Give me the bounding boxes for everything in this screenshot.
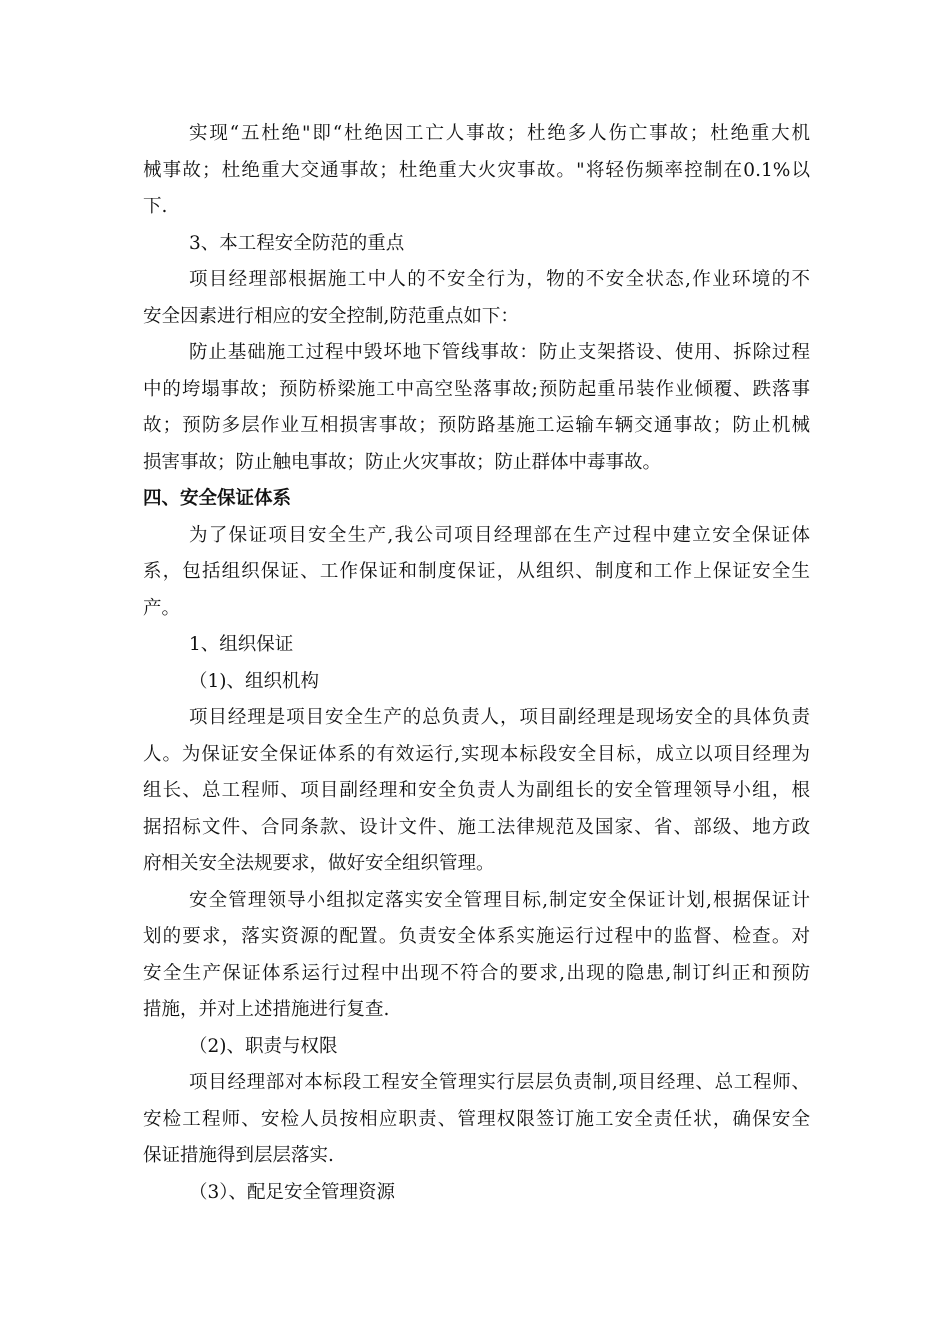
text-line: 人。为保证安全保证体系的有效运行,实现本标段安全目标，成立以项目经理为: [143, 743, 810, 765]
text-line: 实现“五杜绝"即“杜绝因工亡人事故；杜绝多人伤亡事故；杜绝重大机: [189, 123, 810, 144]
paragraph-leadership-group: [143, 883, 810, 1029]
text-line: 为了保证项目安全生产,我公司项目经理部在生产过程中建立安全保证体: [189, 524, 810, 546]
text-line: 械事故；杜绝重大交通事故；杜绝重大火灾事故。"将轻伤频率控制在0.1%以: [143, 159, 810, 181]
text-line: 安全生产保证体系运行过程中出现不符合的要求,出现的隐患,制订纠正和预防: [143, 962, 810, 984]
paragraph-safety-control: [143, 262, 810, 335]
paragraph-five-eliminations: [143, 116, 810, 226]
subheading-duties-authority: （2)、职责与权限: [189, 1035, 338, 1057]
text-line: 保证措施得到层层落实.: [143, 1145, 334, 1166]
text-line: 项目经理部根据施工中人的不安全行为，物的不安全状态,作业环境的不: [189, 269, 810, 290]
text-line: 划的要求，落实资源的配置。负责安全体系实施运行过程中的监督、检查。对: [143, 926, 810, 947]
paragraph-prevention-points: [143, 335, 810, 481]
subheading-org-structure: （1)、组织机构: [189, 670, 319, 692]
paragraph-project-manager: [143, 700, 810, 883]
text-line: 安全因素进行相应的安全控制,防范重点如下：: [143, 305, 519, 327]
section-heading-safety-system: 四、安全保证体系: [143, 488, 292, 509]
text-line: 安检工程师、安检人员按相应职责、管理权限签订施工安全责任状，确保安全: [143, 1108, 810, 1130]
text-line: 中的垮塌事故；预防桥梁施工中高空坠落事故;预防起重吊装作业倾覆、跌落事: [143, 378, 810, 400]
text-line: 故；预防多层作业互相损害事故；预防路基施工运输车辆交通事故；防止机械: [143, 415, 810, 436]
text-line: 措施，并对上述措施进行复查.: [143, 999, 390, 1020]
subheading-safety-focus: 3、本工程安全防范的重点: [189, 232, 405, 254]
subheading-management-resources: （3）、配足安全管理资源: [189, 1181, 396, 1203]
paragraph-responsibility-system: [143, 1065, 810, 1175]
text-line: 下.: [143, 196, 168, 217]
text-line: 防止基础施工过程中毁坏地下管线事故：防止支架搭设、使用、拆除过程: [189, 342, 810, 363]
subheading-org-guarantee: 1、组织保证: [189, 634, 294, 655]
text-line: 项目经理是项目安全生产的总负责人，项目副经理是现场安全的具体负责: [189, 707, 810, 728]
text-line: 系，包括组织保证、工作保证和制度保证，从组织、制度和工作上保证安全生: [143, 561, 810, 582]
paragraph-safety-system-intro: [143, 518, 810, 628]
document-body: [143, 116, 810, 1211]
text-line: 损害事故；防止触电事故；防止火灾事故；防止群体中毒事故。: [143, 451, 662, 473]
text-line: 项目经理部对本标段工程安全管理实行层层负责制,项目经理、总工程师、: [189, 1072, 810, 1093]
text-line: 安全管理领导小组拟定落实安全管理目标,制定安全保证计划,根据保证计: [189, 889, 810, 911]
text-line: 产。: [143, 597, 181, 619]
text-line: 据招标文件、合同条款、设计文件、施工法律规范及国家、省、部级、地方政: [143, 816, 810, 838]
text-line: 府相关安全法规要求，做好安全组织管理。: [143, 853, 495, 874]
text-line: 组长、总工程师、项目副经理和安全负责人为副组长的安全管理领导小组，根: [143, 780, 810, 801]
